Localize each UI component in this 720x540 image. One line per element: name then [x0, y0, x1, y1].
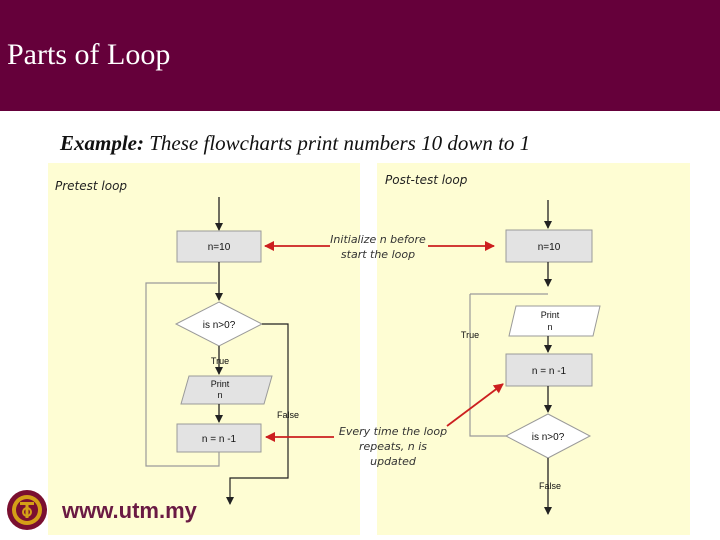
posttest-loop-back-line — [470, 294, 506, 436]
pretest-update-text: n = n -1 — [201, 434, 237, 445]
pretest-flowchart — [146, 197, 299, 504]
posttest-label: Post-test loop — [385, 173, 468, 187]
pretest-label: Pretest loop — [55, 179, 128, 193]
posttest-init-text: n=10 — [537, 242, 561, 253]
university-logo-icon — [6, 489, 48, 531]
pretest-true-label: True — [210, 356, 230, 366]
posttest-print-line2: n — [547, 322, 553, 332]
posttest-flowchart — [461, 200, 600, 514]
subtitle-lead: Example: — [60, 131, 144, 155]
pretest-condition-text: is n>0? — [202, 320, 236, 331]
update-note-line1: Every time the loop — [338, 425, 448, 438]
init-note — [322, 232, 434, 262]
pretest-print-line1: Print — [210, 379, 230, 389]
pretest-init-text: n=10 — [207, 242, 231, 253]
subtitle-text: These flowcharts print numbers 10 down to 1 — [144, 131, 531, 155]
update-note-right-arrow — [447, 384, 503, 426]
page-title: Parts of Loop — [7, 38, 171, 71]
update-note-line2: repeats, n is — [358, 440, 428, 453]
update-note — [332, 424, 454, 469]
posttest-condition-text: is n>0? — [531, 432, 565, 443]
posttest-print-line1: Print — [540, 310, 560, 320]
pretest-false-label: False — [276, 410, 300, 420]
init-note-line2: start the loop — [340, 248, 416, 261]
posttest-true-label: True — [460, 330, 480, 340]
posttest-update-text: n = n -1 — [531, 366, 567, 377]
annotation-arrows — [265, 246, 503, 437]
posttest-false-label: False — [538, 481, 562, 491]
update-note-line3: updated — [370, 455, 416, 468]
init-note-line1: Initialize n before — [330, 233, 426, 246]
pretest-print-line2: n — [217, 390, 223, 400]
website-link[interactable]: www.utm.my — [62, 498, 197, 523]
